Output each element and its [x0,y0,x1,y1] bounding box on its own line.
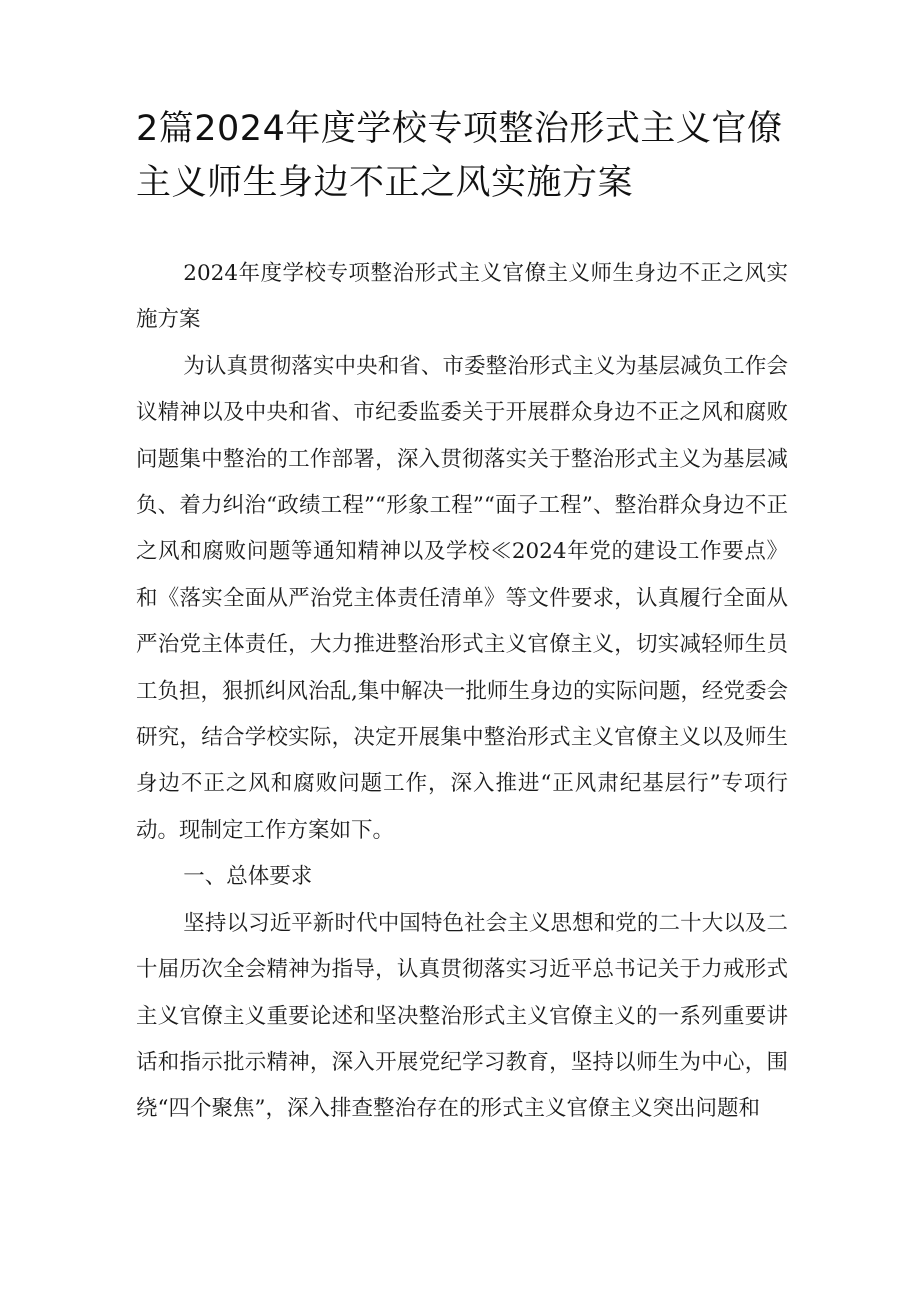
section-heading: 一、总体要求 [183,864,313,890]
intro-paragraph: 为认真贯彻落实中央和省、市委整治形式主义为基层减负工作会议精神以及中央和省、市纪委监委关于开展群众身边不正之风和腐败问题集中整治的工作部署，深入贯彻落实关于整治形式主义为基层减负、着力纠治“政绩工程”“形象工程”“面子工程”、整治群众身边不正之风和腐败问题等通知精神以及学校≪2024年党的建设工作要点》和《落实全面从严治党主体责任清单》等文件要求，认真履行全面从严治党主体责任，大力推进整治形式主义官僚主义，切实减轻师生员工负担，狠抓纠风治乱,集中解决一批师生身边的实际问题，经党委会研究，结合学校实际，决定开展集中整治形式主义官僚主义以及师生身边不正之风和腐败问题工作，深入推进“正风肃纪基层行”专项行动。现制定工作方案如下。 [136,353,788,843]
document-body [136,251,788,1133]
requirements-paragraph: 坚持以习近平新时代中国特色社会主义思想和党的二十大以及二十届历次全会精神为指导，认真贯彻落实习近平总书记关于力戒形式主义官僚主义重要论述和坚决整治形式主义官僚主义的一系列重要讲话和指示批示精神，深入开展党纪学习教育，坚持以师生为中心，围绕“四个聚焦”，深入排查整治存在的形式主义官僚主义突出问题和 [136,910,788,1122]
document-title: 2篇2024年度学校专项整治形式主义官僚主义师生身边不正之风实施方案 [136,109,783,203]
body-subtitle-paragraph: 2024年度学校专项整治形式主义官僚主义师生身边不正之风实施方案 [136,261,788,333]
